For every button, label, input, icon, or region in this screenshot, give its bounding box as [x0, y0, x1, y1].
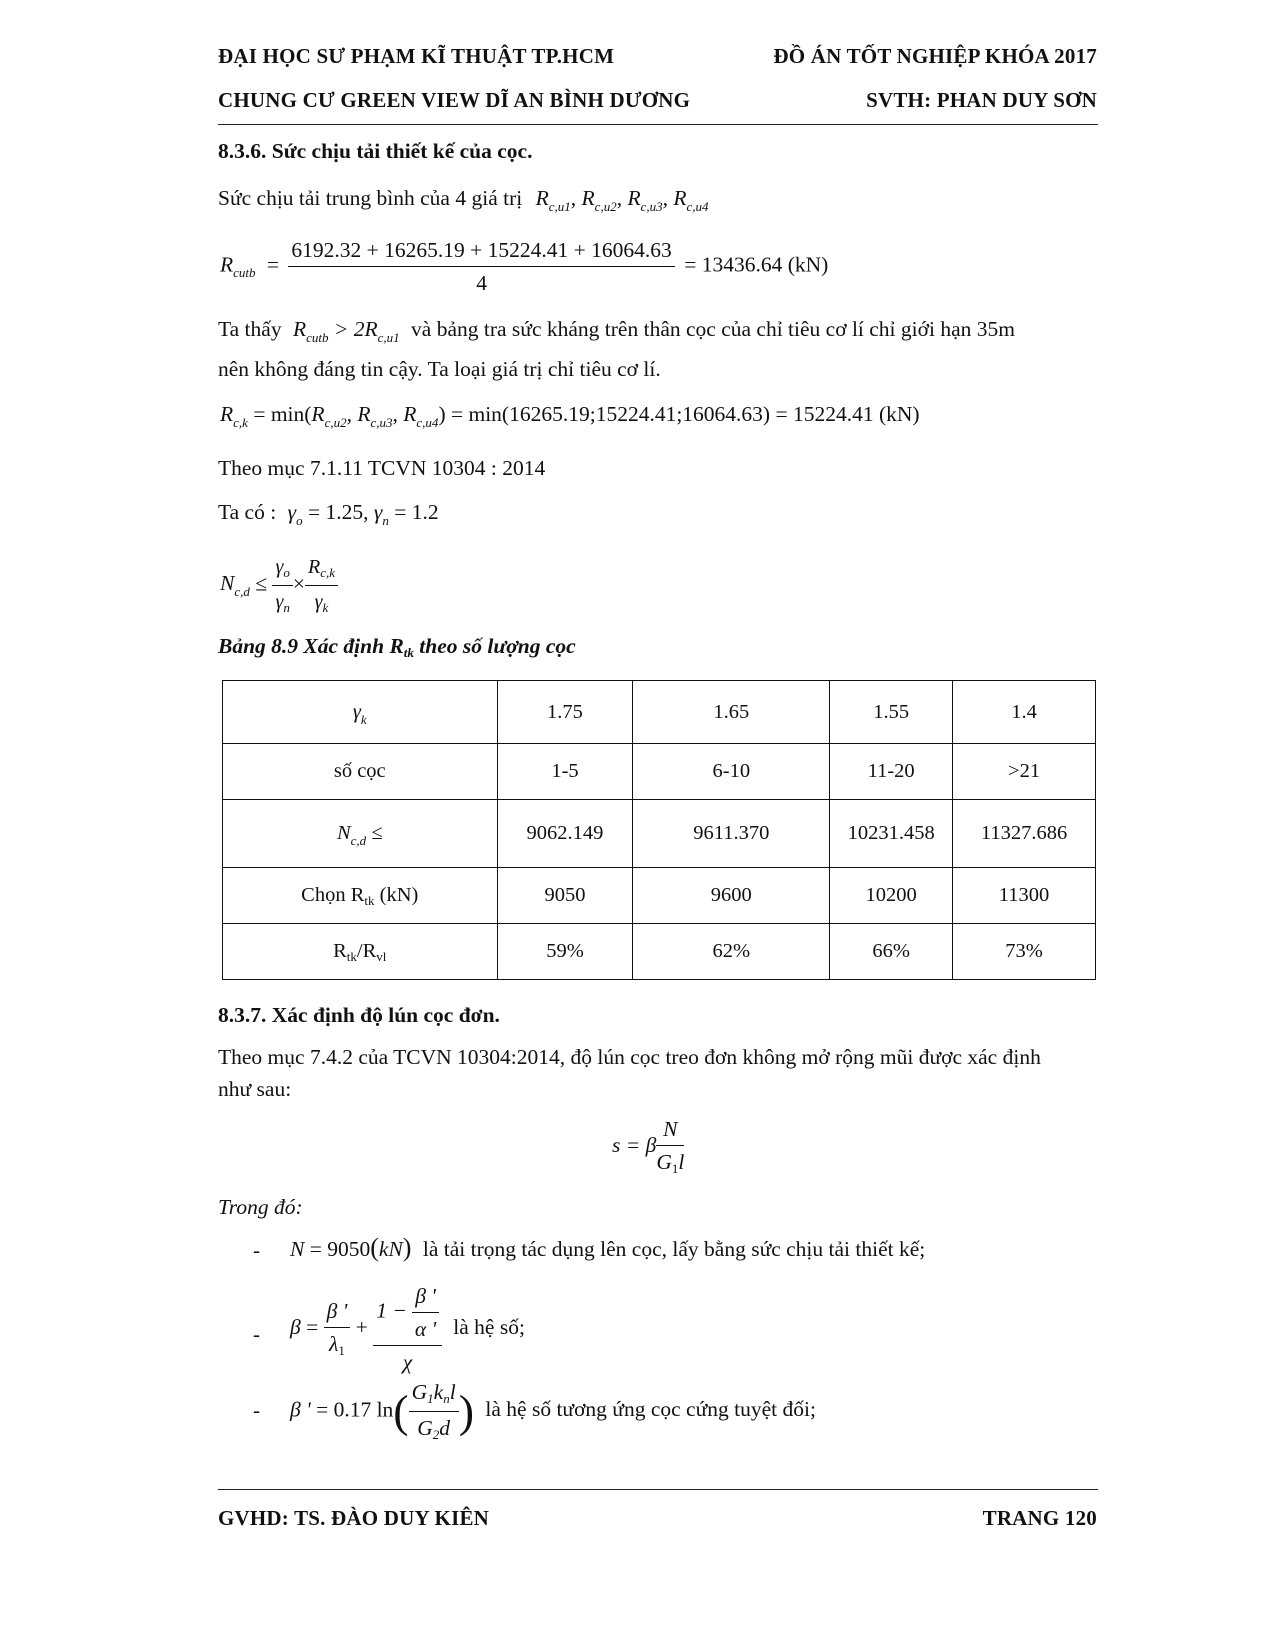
table-row — [223, 681, 1096, 744]
table-cell: 1-5 — [497, 744, 633, 800]
taco-text: Ta có : — [218, 500, 277, 524]
where-label: Trong đó: — [218, 1195, 303, 1219]
footer-rule — [218, 1489, 1098, 1490]
rck-expr: = min(16265.19;15224.41;16064.63) = 15224.41 (kN) — [450, 402, 920, 426]
row-label: Chọn Rtk (kN) — [223, 868, 498, 924]
avg-denominator: 4 — [476, 271, 487, 295]
table-cell: 1.55 — [830, 681, 953, 744]
pile-count-table — [222, 680, 1096, 980]
bullet-dash: - — [253, 1238, 260, 1262]
table-cell: 1.75 — [497, 681, 633, 744]
observe-line: Ta thấy $R_{cutb} > 2R_{c,u1}$ và bảng tra sức kháng trên thân cọc của chỉ tiêu cơ lí chỉ giới hạn 35m — [218, 317, 1015, 345]
ncd-inequality: $N_{c,d}$ ≤ $\frac{\gamma_o}{\gamma_n}$ × $\frac{R_{c,k}}{\gamma_k}$ — [220, 553, 338, 618]
table-row — [223, 744, 1096, 800]
settlement-formula: s = β $\frac{N}{G1l}$ — [612, 1117, 685, 1176]
bullet-n: N = 9050(kN) là tải trọng tác dụng lên cọc, lấy bằng sức chịu tải thiết kế; — [290, 1233, 926, 1262]
section-heading-836: 8.3.6. Sức chịu tải thiết kế của cọc. — [218, 139, 533, 163]
row-label: $N_{c,d}$ ≤ — [223, 800, 498, 868]
table-cell: 59% — [497, 924, 633, 980]
avg-formula: $R_{cutb}$ = $\frac{6192.32 + 16265.19 + 15224.41 + 16064.63}{4}$ = 13436.64 (kN) — [220, 238, 829, 295]
footer-advisor: GVHD: TS. ĐÀO DUY KIÊN — [218, 1506, 490, 1530]
bullet-dash: - — [253, 1398, 260, 1422]
table-cell: 11327.686 — [953, 800, 1096, 868]
table-caption: Bảng 8.9 Xác định Rtk theo số lượng cọc — [218, 634, 576, 660]
header-rule — [218, 124, 1098, 125]
table-cell: 11-20 — [830, 744, 953, 800]
reference-line: Theo mục 7.1.11 TCVN 10304 : 2014 — [218, 456, 546, 480]
intro-line2: như sau: — [218, 1077, 292, 1101]
table-cell: 11300 — [953, 868, 1096, 924]
observe-prefix: Ta thấy — [218, 317, 282, 341]
row-label: $\gamma_k$ — [223, 681, 498, 744]
header-project: ĐỒ ÁN TỐT NGHIỆP KHÓA 2017 — [773, 44, 1097, 68]
intro-line1: Theo mục 7.4.2 của TCVN 10304:2014, độ lún cọc treo đơn không mở rộng mũi được xác định — [218, 1045, 1041, 1069]
bullet-beta-prime: β ' = 0.17 ln( $\frac{\text{G1knl}}{G2d}$ ) là hệ số tương ứng cọc cứng tuyệt đối; — [290, 1380, 816, 1442]
avg-intro-text: Sức chịu tải trung bình của 4 giá trị — [218, 186, 523, 210]
table-cell: 6-10 — [633, 744, 830, 800]
table-cell: 62% — [633, 924, 830, 980]
table-cell: 9611.370 — [633, 800, 830, 868]
table-cell: 10231.458 — [830, 800, 953, 868]
row-label: Rtk/Rvl — [223, 924, 498, 980]
table-cell: 9600 — [633, 868, 830, 924]
rck-formula: $R_{c,k} = \min(R_{c,u2}$, $R_{c,u3}$, $R_{c,u4}$) = min(16265.19;15224.41;16064.63) = 15224.41 (kN) — [220, 402, 920, 430]
header-university: ĐẠI HỌC SƯ PHẠM KĨ THUẬT TP.HCM — [218, 44, 615, 68]
gamma-line: Ta có : $\gamma_o = 1.25$, $\gamma_n = 1.2$ — [218, 500, 439, 528]
table-row — [223, 800, 1096, 868]
table-row — [223, 868, 1096, 924]
table-cell: 10200 — [830, 868, 953, 924]
gamma-o-value: = 1.25, — [307, 500, 369, 524]
bullet-beta: β = $\frac{\beta '}{\lambda 1}$ + 1 − $\frac{\beta '}{\alpha '}$ χ là hệ số; — [290, 1284, 525, 1374]
header-building: CHUNG CƯ GREEN VIEW DĨ AN BÌNH DƯƠNG — [218, 88, 691, 112]
gamma-n-value: = 1.2 — [394, 500, 439, 524]
avg-fraction — [288, 236, 674, 297]
table-cell: 73% — [953, 924, 1096, 980]
avg-intro-line — [218, 184, 709, 215]
table-cell: >21 — [953, 744, 1096, 800]
section-heading-837: 8.3.7. Xác định độ lún cọc đơn. — [218, 1003, 500, 1027]
observe-suffix: và bảng tra sức kháng trên thân cọc của chỉ tiêu cơ lí chỉ giới hạn 35m — [411, 317, 1015, 341]
row-label: số cọc — [223, 744, 498, 800]
footer-page: TRANG 120 — [982, 1506, 1097, 1530]
bullet-dash: - — [253, 1322, 260, 1346]
table-cell: 66% — [830, 924, 953, 980]
observe-line2: nên không đáng tin cậy. Ta loại giá trị chỉ tiêu cơ lí. — [218, 357, 661, 381]
table-row — [223, 924, 1096, 980]
rcu-list: $R_{c,u1}$, $R_{c,u2}$, $R_{c,u3}$, $R_{c,u4}$ — [535, 186, 709, 214]
table-cell: 1.65 — [633, 681, 830, 744]
avg-numerator: 6192.32 + 16265.19 + 15224.41 + 16064.63 — [288, 236, 674, 267]
header-student: SVTH: PHAN DUY SƠN — [866, 88, 1097, 112]
table-cell: 9062.149 — [497, 800, 633, 868]
table-cell: 1.4 — [953, 681, 1096, 744]
table-cell: 9050 — [497, 868, 633, 924]
avg-result: = 13436.64 (kN) — [684, 252, 829, 277]
